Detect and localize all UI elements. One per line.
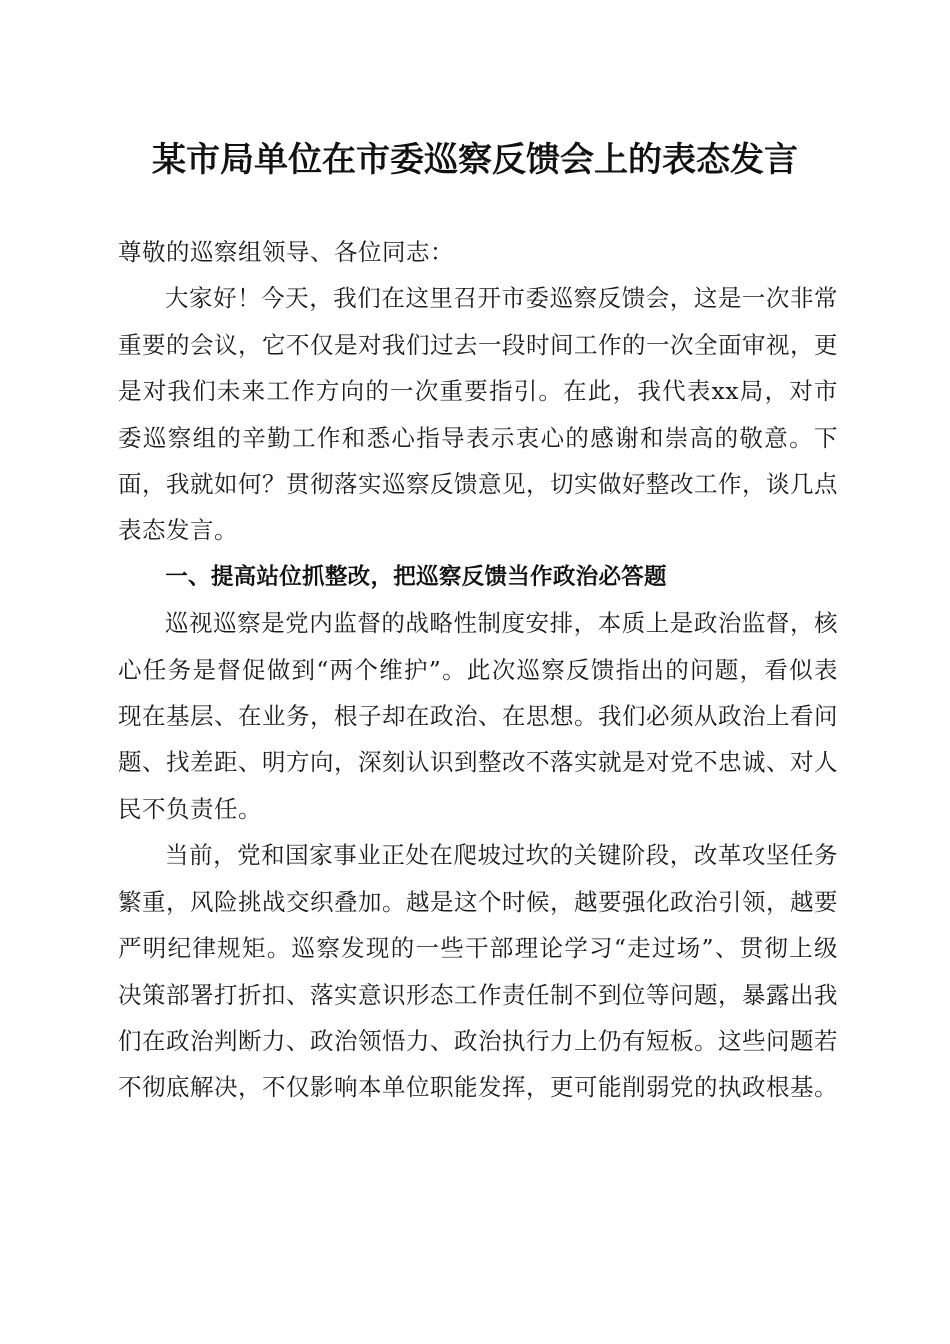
paragraph-current-situation: 当前，党和国家事业正处在爬坡过坎的关键阶段，改革攻坚任务繁重，风险挑战交织叠加。越是这个时候，越要强化政治引领，越要严明纪律规矩。巡察发现的一些干部理论学习“走过场”、贯彻上级决策部署打折扣、落实意识形态工作责任制不到位等问题，暴露出我们在政治判断力、政治领悟力、政治执行力上仍有短板。这些问题若不彻底解决，不仅影响本单位职能发挥，更可能削弱党的执政根基。	[118, 841, 838, 1102]
paragraph-political-supervision: 巡视巡察是党内监督的战略性制度安排，本质上是政治监督，核心任务是督促做到“两个维护”。此次巡察反馈指出的问题，看似表现在基层、在业务，根子却在政治、在思想。我们必须从政治上看问题、找差距、明方向，深刻认识到整改不落实就是对党不忠诚、对人民不负责任。	[118, 609, 838, 823]
document-body	[118, 229, 838, 1111]
document-title: 某市局单位在市委巡察反馈会上的表态发言	[152, 140, 798, 180]
salutation: 尊敬的巡察组领导、各位同志：	[118, 238, 454, 266]
section-heading: 一、提高站位抓整改，把巡察反馈当作政治必答题	[165, 563, 667, 590]
paragraph-opening: 大家好！今天，我们在这里召开市委巡察反馈会，这是一次非常重要的会议，它不仅是对我们过去一段时间工作的一次全面审视，更是对我们未来工作方向的一次重要指引。在此，我代表xx局，对市委巡察组的辛勤工作和悉心指导表示衷心的感谢和崇高的敬意。下面，我就如何？贯彻落实巡察反馈意见，切实做好整改工作，谈几点表态发言。	[118, 284, 838, 545]
